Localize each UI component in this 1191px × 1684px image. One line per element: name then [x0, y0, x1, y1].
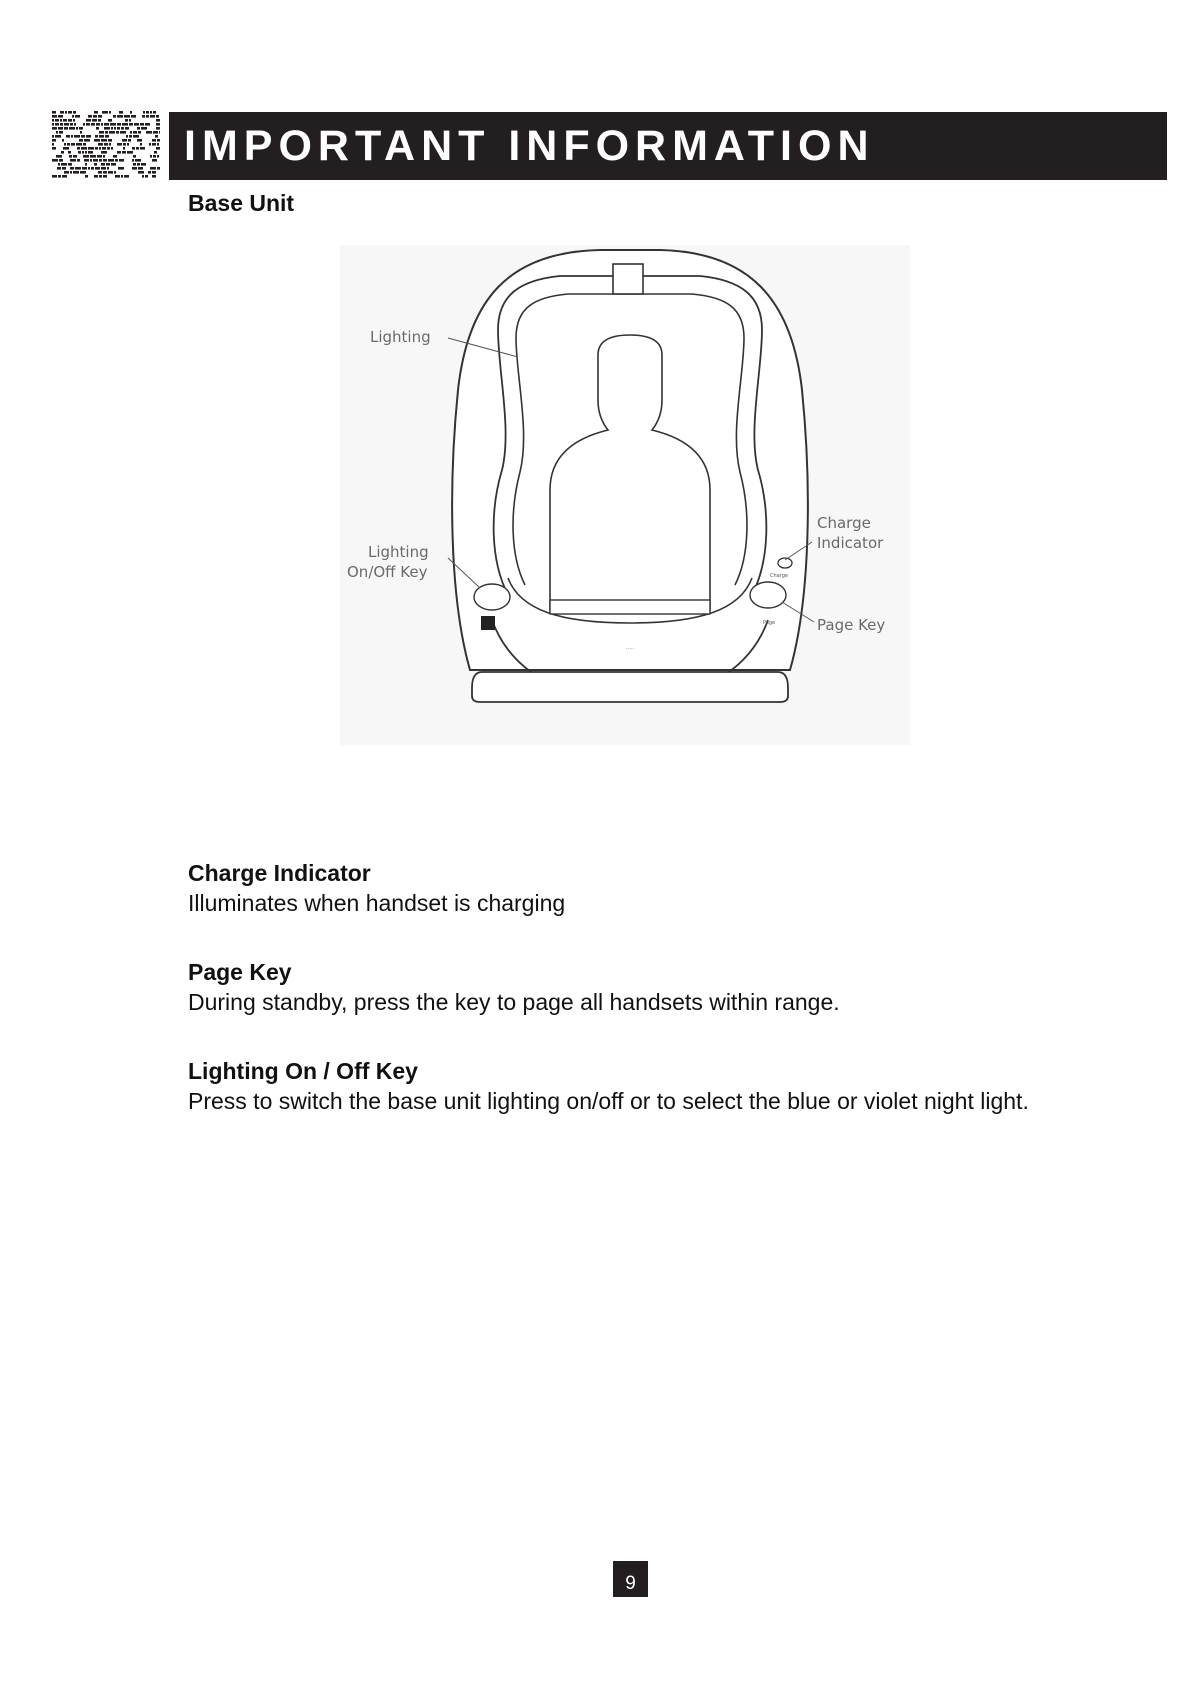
feature-list	[188, 858, 1128, 1155]
lighting-key-marking	[481, 616, 495, 630]
label-page-key: Page Key	[817, 616, 886, 634]
label-charge-line1: Charge	[817, 514, 871, 532]
feature-title: Lighting On / Off Key	[188, 1058, 418, 1084]
section-title: Base Unit	[188, 190, 295, 216]
feature-title: Charge Indicator	[188, 860, 371, 886]
feature-description: Press to switch the base unit lighting on/off or to select the blue or violet night light.	[188, 1088, 1029, 1114]
label-lighting: Lighting	[370, 328, 431, 346]
feature-title: Page Key	[188, 959, 292, 985]
base-unit-illustration	[330, 240, 920, 750]
feature-description: Illuminates when handset is charging	[188, 890, 566, 916]
feature-description: During standby, press the key to page all handsets within range.	[188, 989, 840, 1015]
brand-mark: ·····	[626, 646, 634, 652]
feature-charge-indicator	[188, 858, 1128, 918]
handset-base	[550, 600, 710, 614]
charge-indicator-marking: Charge	[770, 573, 788, 579]
base-unit-diagram	[330, 240, 920, 750]
label-charge-line2: Indicator	[817, 534, 884, 552]
page-number: 9	[613, 1561, 648, 1597]
page-key	[750, 582, 786, 608]
label-lighting-key-line1: Lighting	[368, 543, 429, 561]
page-key-marking: Page	[763, 620, 776, 626]
feature-lighting-key	[188, 1056, 1128, 1116]
label-lighting-key-line2: On/Off Key	[347, 563, 428, 581]
base-plate	[472, 672, 788, 702]
header-bar	[169, 112, 1167, 180]
feature-page-key	[188, 957, 1128, 1017]
page-heading: IMPORTANT INFORMATION	[184, 121, 875, 170]
header-pattern-decoration	[52, 111, 160, 179]
top-connector	[613, 264, 643, 294]
